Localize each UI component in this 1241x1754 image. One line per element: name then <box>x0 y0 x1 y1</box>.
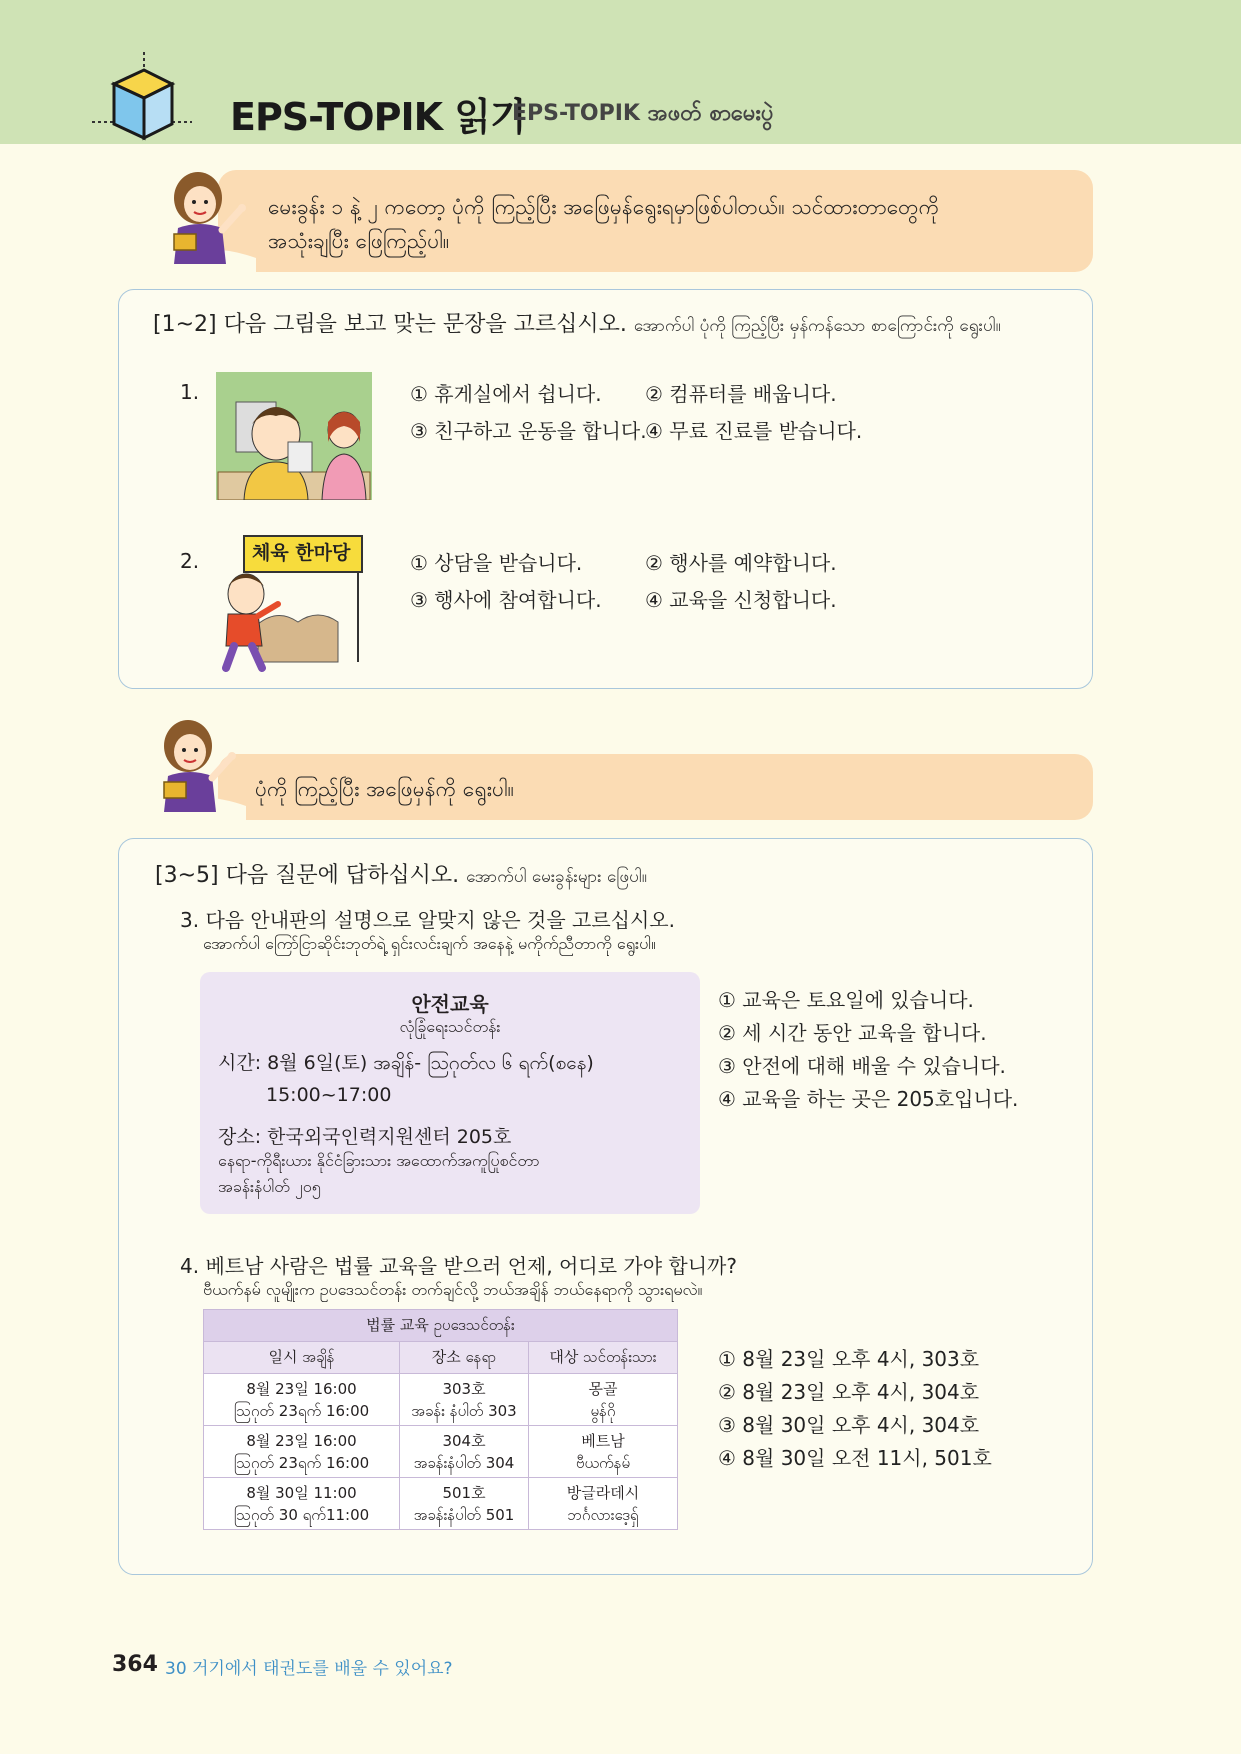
option-4-4[interactable]: ④ 8월 30일 오전 11시, 501호 <box>718 1446 992 1470</box>
table-row <box>204 1478 678 1530</box>
option-4-3[interactable]: ③ 8월 30일 오후 4시, 304호 <box>718 1413 980 1437</box>
chapter-title: 30 거기에서 태권도를 배울 수 있어요? <box>165 1659 453 1679</box>
notice-place-translation-2: အခန်းနံပါတ် ၂၀၅ <box>218 1177 321 1196</box>
question-3: 3. 다음 안내판의 설명으로 알맞지 않은 것을 고르십시오. <box>180 908 675 932</box>
option-4-1[interactable]: ① 8월 23일 오후 4시, 303호 <box>718 1347 980 1371</box>
cell-line: 8월 30일 11:00 <box>246 1483 357 1502</box>
question-number: 1. <box>180 380 200 404</box>
table-cell <box>204 1374 400 1426</box>
section-2-heading <box>155 858 647 891</box>
table-cell <box>400 1374 529 1426</box>
teacher-mascot-icon <box>150 716 246 820</box>
question-4-translation: ဗီယက်နမ် လူမျိုးက ဥပဒေသင်တန်း တက်ချင်လို့ ဘယ်အချိန် ဘယ်နေရာကို သွားရမလဲ။ <box>203 1280 703 1299</box>
table-row <box>204 1374 678 1426</box>
cell-line: 304호 <box>442 1431 486 1450</box>
cell-line: 몽골 <box>588 1379 618 1398</box>
intro-line: မေးခွန်း ၁ နဲ့ ၂ ကတော့ ပုံကို ကြည့်ပြီး အဖြေမှန်ရွေးရမှာဖြစ်ပါတယ်။ သင်ထားတာတွေကို <box>268 195 940 219</box>
notice-time-value: 15:00~17:00 <box>266 1084 392 1106</box>
cube-icon <box>92 52 192 147</box>
option-1-3[interactable]: ③ 친구하고 운동을 합니다. <box>410 419 647 443</box>
cell-line: အခန်းနံပါတ် 501 <box>413 1505 515 1524</box>
table-cell <box>400 1478 529 1530</box>
cell-line: 8월 23일 16:00 <box>246 1379 357 1398</box>
table-cell <box>529 1374 678 1426</box>
intro-text-1 <box>268 190 939 258</box>
intro-line: အသုံးချပြီး ဖြေကြည့်ပါ။ <box>268 229 450 253</box>
option-3-3[interactable]: ③ 안전에 대해 배울 수 있습니다. <box>718 1054 1006 1078</box>
table-cell <box>204 1426 400 1478</box>
option-3-4[interactable]: ④ 교육을 하는 곳은 205호입니다. <box>718 1087 1019 1111</box>
notice-place: 장소: 한국외국인력지원센터 205호 <box>218 1126 512 1148</box>
cell-line: အခန်း နံပါတ် 303 <box>411 1401 517 1420</box>
page-title: EPS-TOPIK 읽기 <box>230 95 526 139</box>
cell-line: ဗီယက်နမ် <box>575 1453 631 1472</box>
option-2-2[interactable]: ② 행사를 예약합니다. <box>645 551 837 575</box>
page-number: 364 <box>112 1652 158 1677</box>
notice-title: 안전교육 <box>411 992 489 1016</box>
table-cell <box>529 1478 678 1530</box>
safety-notice-board <box>200 972 700 1214</box>
table-row <box>204 1426 678 1478</box>
table-cell <box>529 1426 678 1478</box>
cell-line: 8월 23일 16:00 <box>246 1431 357 1450</box>
cell-line: ဩဂုတ် 23ရက် 16:00 <box>233 1453 370 1472</box>
section-1-heading <box>153 307 1001 340</box>
column-header: 일시 အချိန် <box>204 1342 400 1374</box>
heading-text: [3~5] 다음 질문에 답하십시오. <box>155 863 460 888</box>
cell-line: ဩဂုတ် 30 ရက်11:00 <box>233 1505 370 1524</box>
table-cell <box>204 1478 400 1530</box>
computer-class-illustration <box>216 372 372 500</box>
column-header: 대상 သင်တန်းသား <box>529 1342 678 1374</box>
heading-text: [1~2] 다음 그림을 보고 맞는 문장을 고르십시오. <box>153 312 627 337</box>
question-4: 4. 베트남 사람은 법률 교육을 받으러 언제, 어디로 가야 합니까? <box>180 1254 737 1278</box>
table-caption: 법률 교육 ဥပဒေသင်တန်း <box>204 1310 678 1342</box>
law-education-table <box>203 1309 678 1530</box>
notice-title-translation: လုံခြုံရေးသင်တန်း <box>399 1017 501 1036</box>
cell-line: 501호 <box>442 1483 486 1502</box>
option-1-1[interactable]: ① 휴게실에서 쉽니다. <box>410 382 602 406</box>
intro-text-2: ပုံကို ကြည့်ပြီး အဖြေမှန်ကို ရွေးပါ။ <box>255 777 514 801</box>
cell-line: မွန်ဂို <box>590 1401 616 1420</box>
option-1-2[interactable]: ② 컴퓨터를 배웁니다. <box>645 382 837 406</box>
cell-line: 303호 <box>442 1379 486 1398</box>
table-cell <box>400 1426 529 1478</box>
heading-translation: အောက်ပါ ပုံကို ကြည့်ပြီး မှန်ကန်သော စာကြောင်းကို ရွေးပါ။ <box>633 316 1001 336</box>
question-3-translation: အောက်ပါ ကြော်ငြာဆိုင်းဘုတ်ရဲ့ ရှင်းလင်းချက် အနေနဲ့ မကိုက်ညီတာကို ရွေးပါ။ <box>203 934 656 953</box>
option-2-4[interactable]: ④ 교육을 신청합니다. <box>645 588 837 612</box>
option-2-3[interactable]: ③ 행사에 참여합니다. <box>410 588 602 612</box>
option-1-4[interactable]: ④ 무료 진료를 받습니다. <box>645 419 863 443</box>
option-4-2[interactable]: ② 8월 23일 오후 4시, 304호 <box>718 1380 980 1404</box>
option-3-2[interactable]: ② 세 시간 동안 교육을 합니다. <box>718 1021 987 1045</box>
festival-sign-text: 체육 한마당 <box>252 542 351 564</box>
notice-place-translation-1: နေရာ-ကိုရီးယား နိုင်ငံခြားသား အထောက်အကူပြုစင်တာ <box>218 1151 540 1170</box>
column-header: 장소 နေရာ <box>400 1342 529 1374</box>
cell-line: ဩဂုတ် 23ရက် 16:00 <box>233 1401 370 1420</box>
cell-line: 방글라데시 <box>566 1483 640 1502</box>
heading-translation: အောက်ပါ မေးခွန်းများ ဖြေပါ။ <box>466 867 647 887</box>
option-3-1[interactable]: ① 교육은 토요일에 있습니다. <box>718 988 974 1012</box>
cell-line: အခန်းနံပါတ် 304 <box>413 1453 515 1472</box>
notice-time: 시간: 8월 6일(토) အချိန်- ဩဂုတ်လ ၆ ရက်(စနေ) <box>218 1052 594 1074</box>
option-2-1[interactable]: ① 상담을 받습니다. <box>410 551 583 575</box>
cell-line: 베트남 <box>581 1431 625 1450</box>
question-number: 2. <box>180 549 200 573</box>
cell-line: ဘင်္ဂလားဒေ့ရှ် <box>567 1505 639 1524</box>
teacher-mascot-icon <box>160 168 256 272</box>
page-subtitle: EPS-TOPIK အဖတ် စာမေးပွဲ <box>512 101 774 126</box>
